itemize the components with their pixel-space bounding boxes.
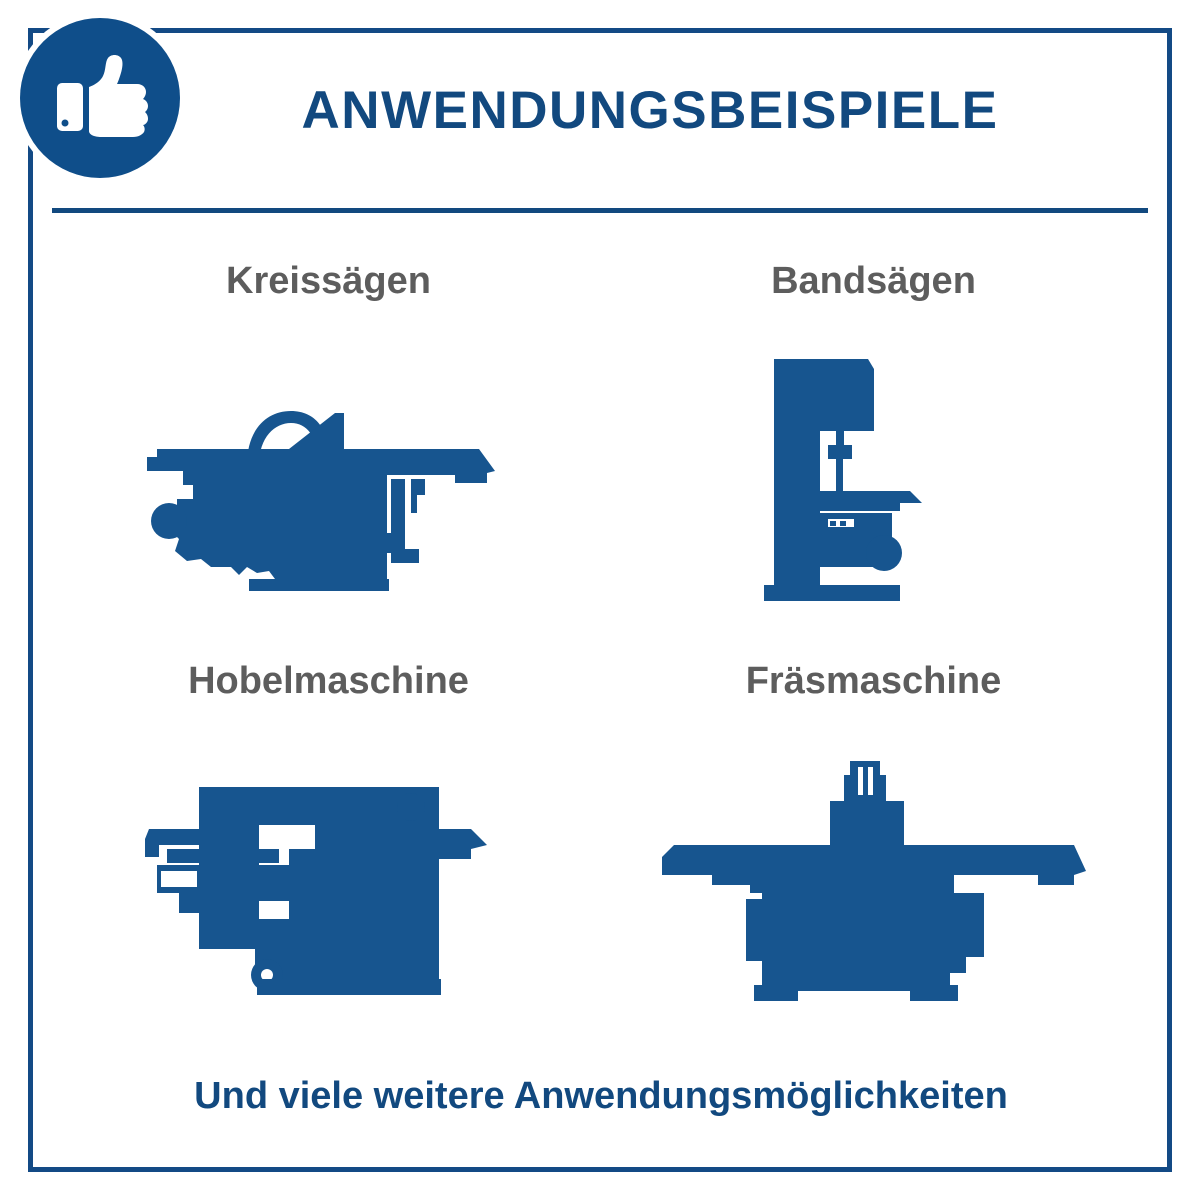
machine-illustration <box>601 315 1146 650</box>
header-divider <box>52 208 1148 213</box>
machine-label: Fräsmaschine <box>745 660 1002 702</box>
machine-illustration <box>56 315 601 650</box>
thumbs-up-icon <box>45 43 155 153</box>
page-title: ANWENDUNGSBEISPIELE <box>301 81 999 140</box>
machine-cell-milling <box>601 650 1146 1050</box>
machine-illustration <box>56 715 601 1050</box>
machine-cell-band-saw <box>601 250 1146 650</box>
machine-illustration <box>601 715 1146 1050</box>
poster-footer <box>56 1075 1146 1118</box>
machine-label: Hobelmaschine <box>188 660 469 702</box>
machine-label: Bandsägen <box>771 260 976 302</box>
thumbs-up-badge <box>20 18 180 178</box>
machine-cell-planer <box>56 650 601 1050</box>
machine-cell-circular-saw <box>56 250 601 650</box>
footer-note: Und viele weitere Anwendungsmöglichkeiten <box>194 1075 1008 1117</box>
band-saw-silhouette <box>724 353 1024 613</box>
circular-saw-silhouette <box>139 353 519 613</box>
planer-machine-silhouette <box>139 753 519 1013</box>
poster-header <box>200 80 1100 141</box>
milling-machine-silhouette <box>654 753 1094 1013</box>
machine-grid <box>56 250 1146 1050</box>
machine-label: Kreissägen <box>226 260 431 302</box>
